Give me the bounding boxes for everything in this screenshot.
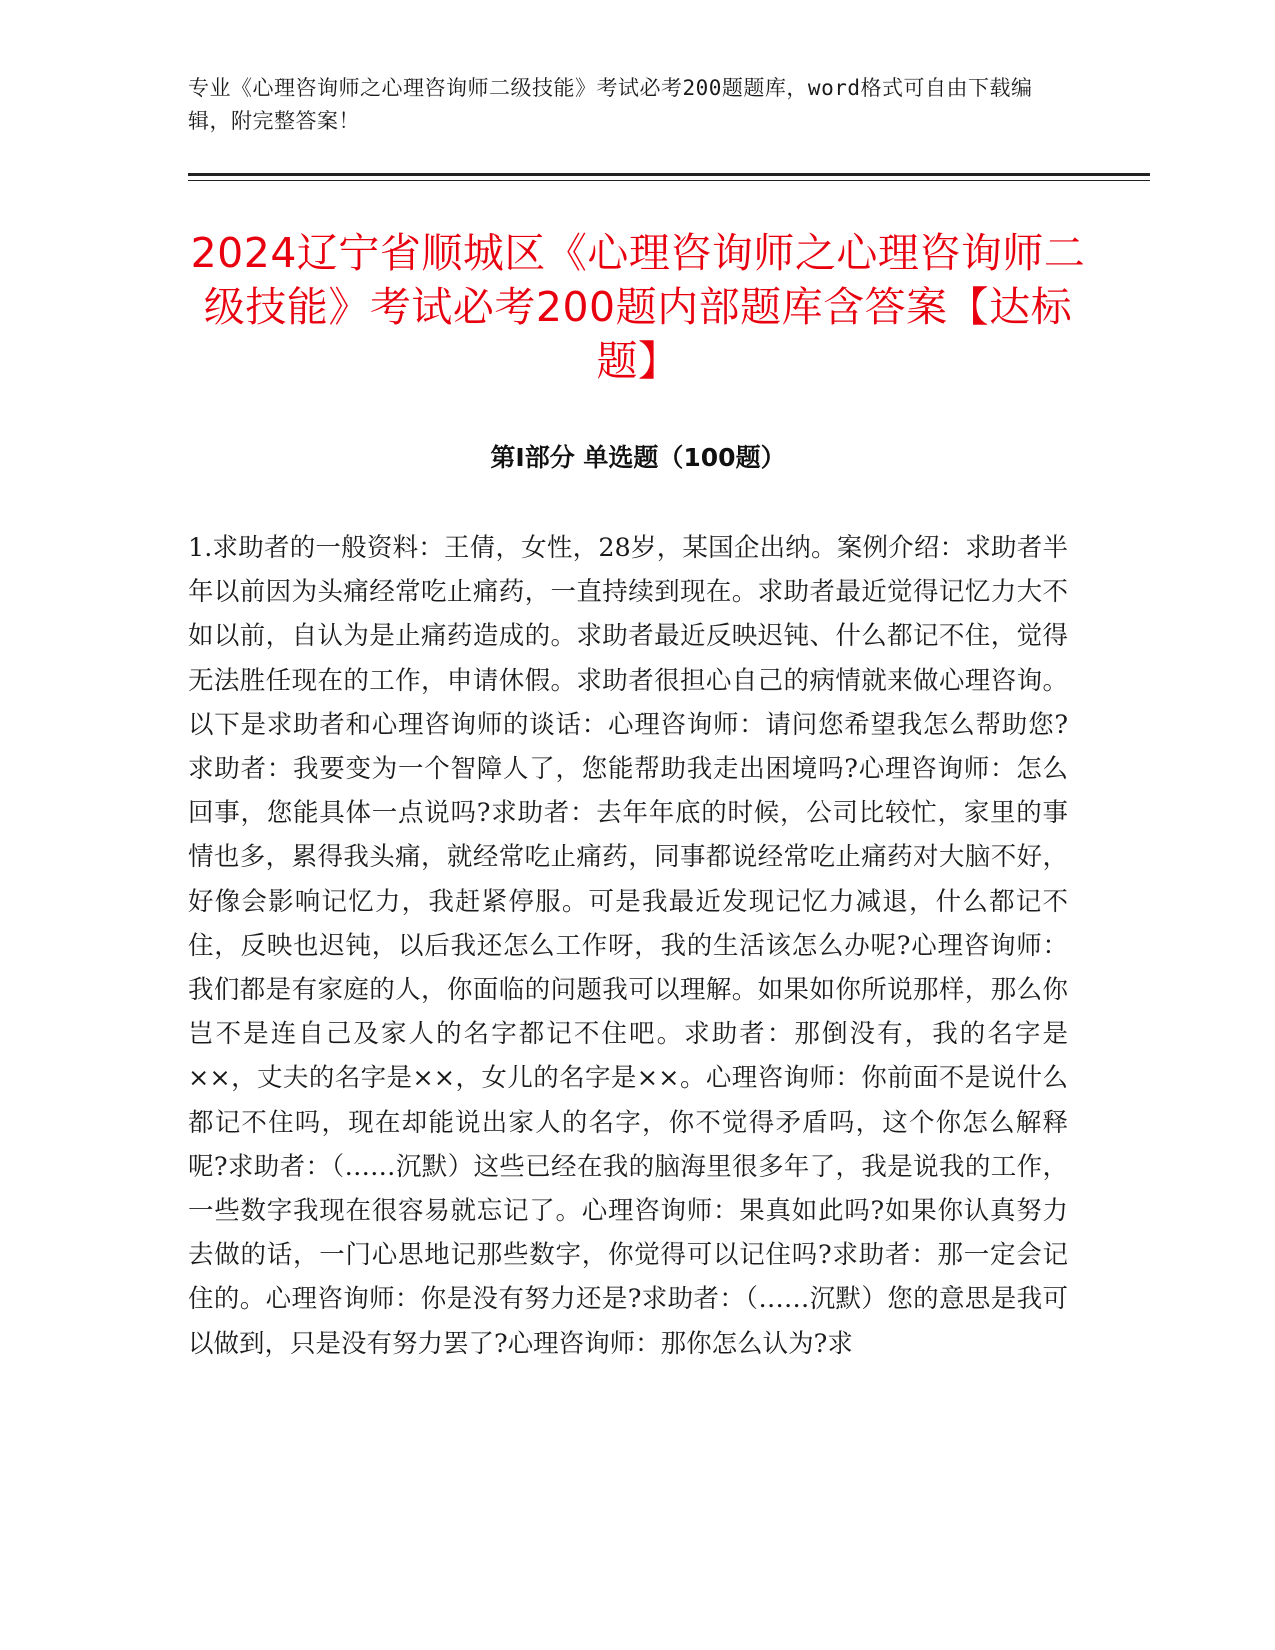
section-heading: 第I部分 单选题（100题）	[490, 443, 786, 472]
header-note: 专业《心理咨询师之心理咨询师二级技能》考试必考200题题库，word格式可自由下载编辑，附完整答案！	[188, 76, 1033, 133]
question-1-text: 1.求助者的一般资料：王倩，女性，28岁，某国企出纳。案例介绍：求助者半年以前因为头痛经常吃止痛药，一直持续到现在。求助者最近觉得记忆力大不如以前，自认为是止痛药造成的。求助者最近反映迟钝、什么都记不住，觉得无法胜任现在的工作，申请休假。求助者很担心自己的病情就来做心理咨询。以下是求助者和心理咨询师的谈话：心理咨询师：请问您希望我怎么帮助您?求助者：我要变为一个智障人了，您能帮助我走出困境吗?心理咨询师：怎么回事，您能具体一点说吗?求助者：去年年底的时候，公司比较忙，家里的事情也多，累得我头痛，就经常吃止痛药，同事都说经常吃止痛药对大脑不好，好像会影响记忆力，我赶紧停服。可是我最近发现记忆力减退，什么都记不住，反映也迟钝，以后我还怎么工作呀，我的生活该怎么办呢?心理咨询师：我们都是有家庭的人，你面临的问题我可以理解。如果如你所说那样，那么你岂不是连自己及家人的名字都记不住吧。求助者：那倒没有，我的名字是××，丈夫的名字是××，女儿的名字是××。心理咨询师：你前面不是说什么都记不住吗，现在却能说出家人的名字，你不觉得矛盾吗，这个你怎么解释呢?求助者：（……沉默）这些已经在我的脑海里很多年了，我是说我的工作，一些数字我现在很容易就忘记了。心理咨询师：果真如此吗?如果你认真努力去做的话，一门心思地记那些数字，你觉得可以记住吗?求助者：那一定会记住的。心理咨询师：你是没有努力还是?求助者：（……沉默）您的意思是我可以做到，只是没有努力罢了?心理咨询师：那你怎么认为?求	[188, 533, 1068, 1359]
document-title: 2024辽宁省顺城区《心理咨询师之心理咨询师二级技能》考试必考200题内部题库含答案【达标题】	[190, 229, 1086, 385]
header-divider-thick	[188, 173, 1150, 176]
header-divider-thin	[188, 180, 1150, 181]
